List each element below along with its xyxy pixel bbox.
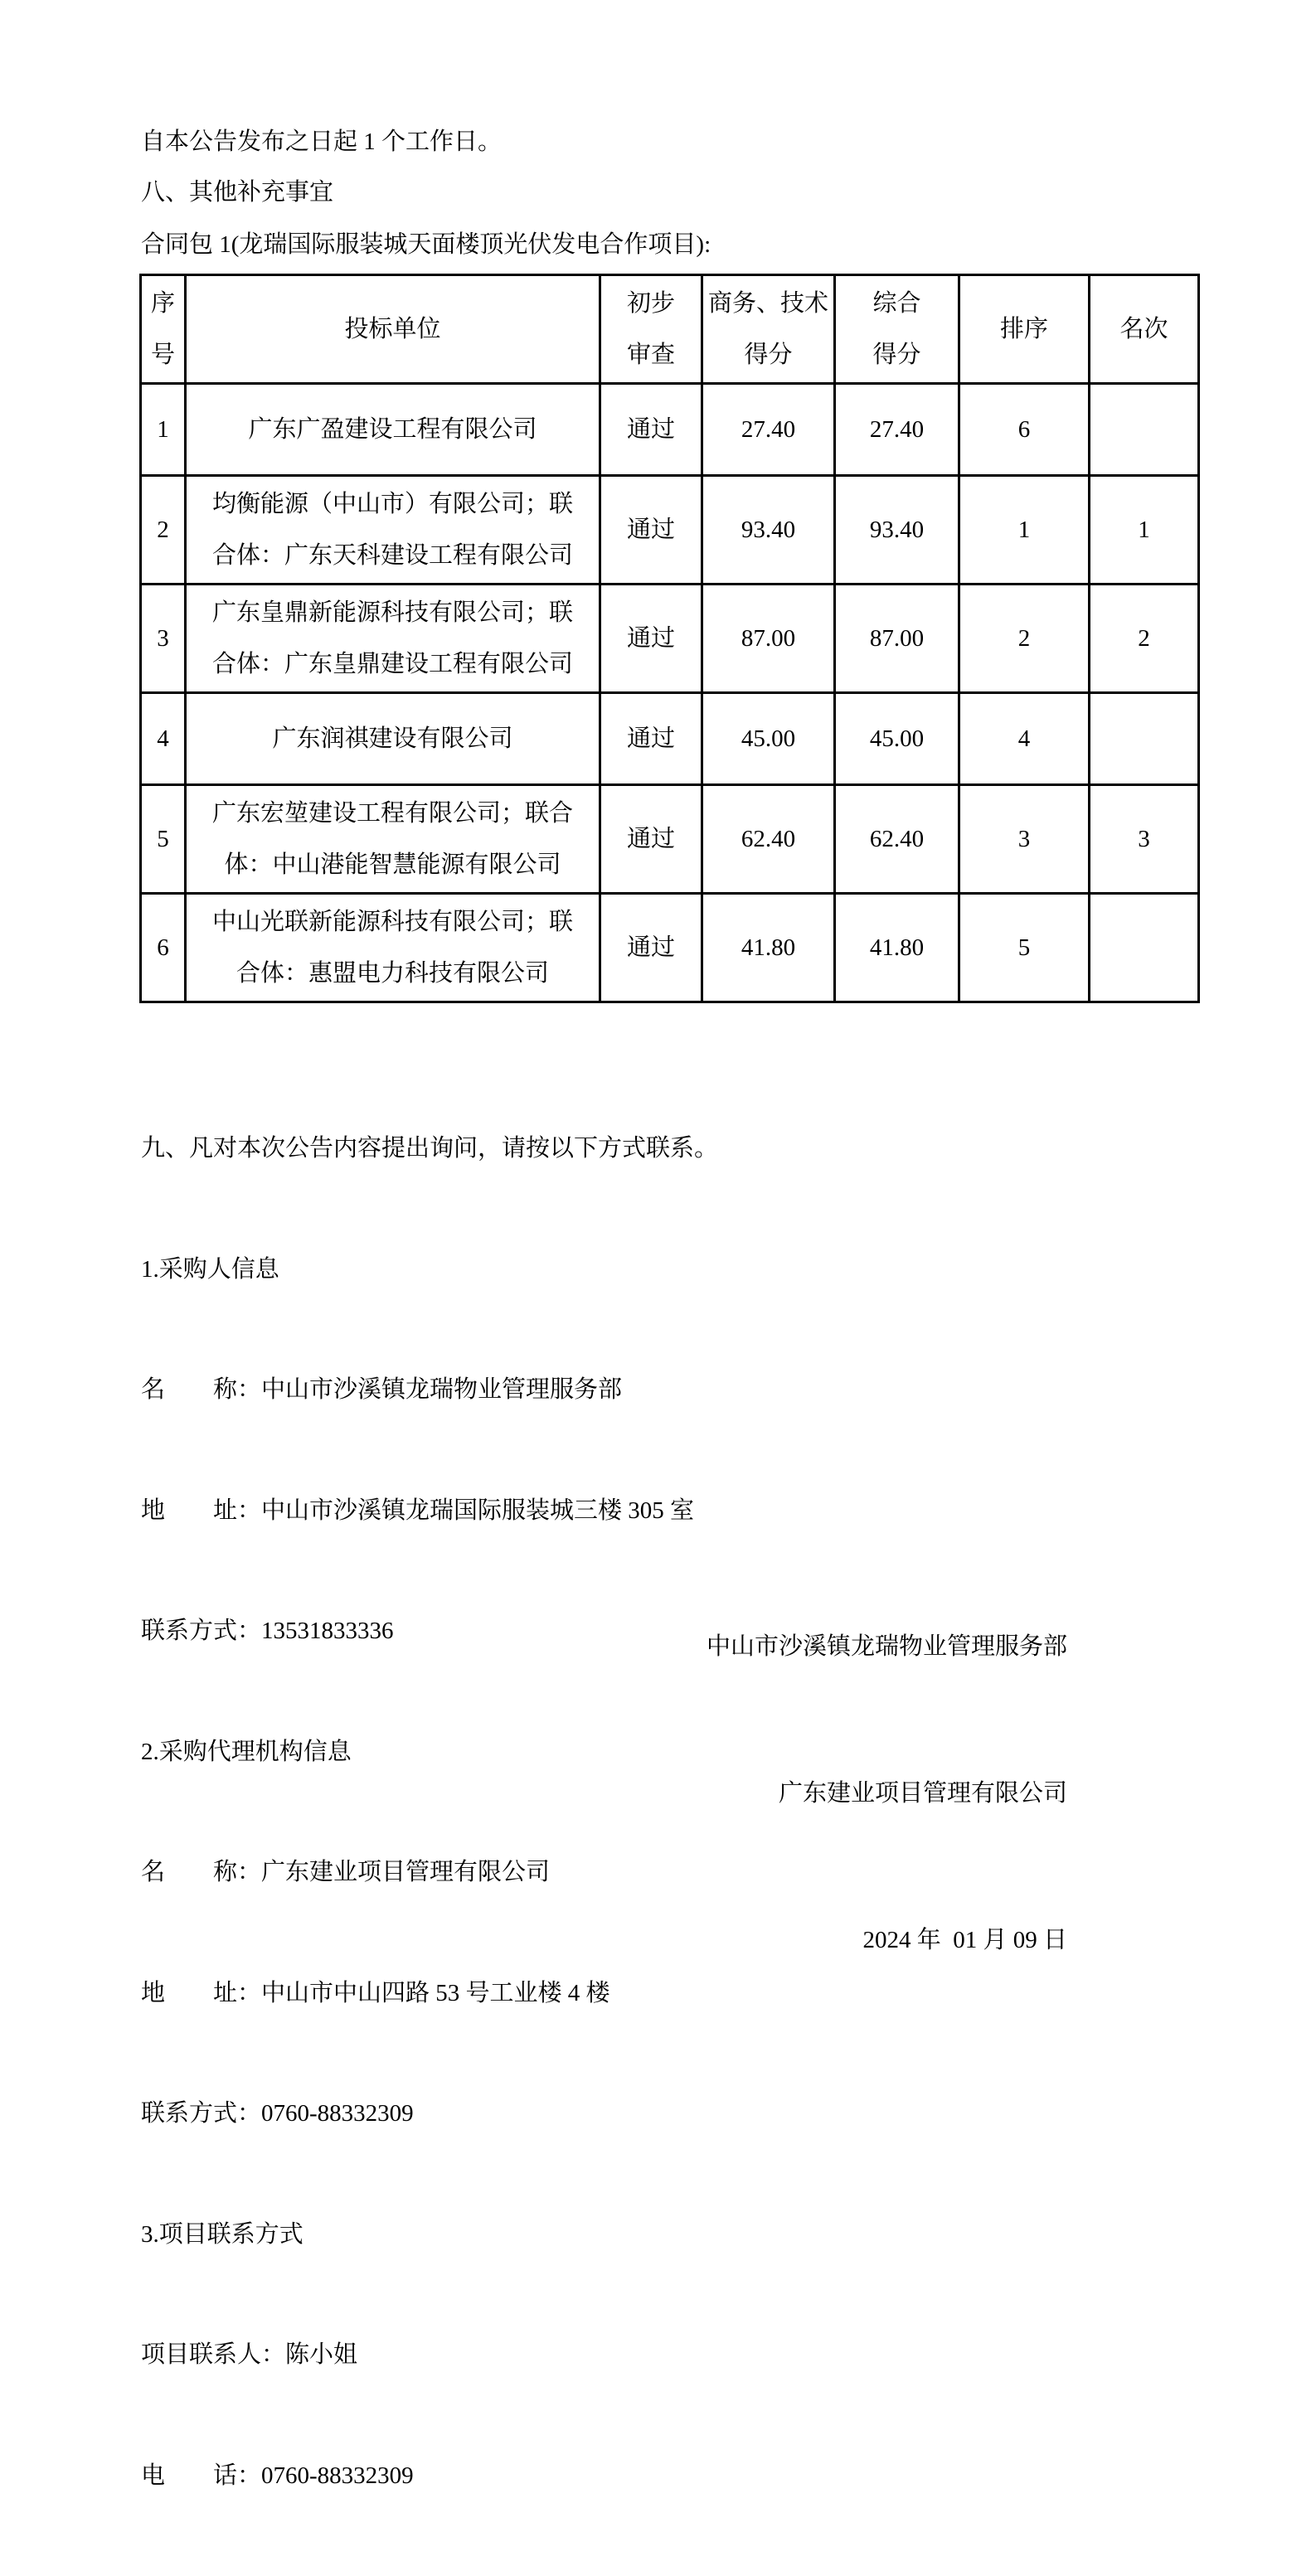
cell-seq: 2 — [141, 476, 186, 585]
project-phone-line: 电 话：0760-88332309 — [141, 2462, 414, 2489]
header-preliminary-review: 初步 审查 — [600, 275, 702, 384]
cell-place: 2 — [1090, 585, 1199, 693]
cell-review: 通过 — [600, 585, 702, 693]
cell-total_score: 87.00 — [835, 585, 959, 693]
table-row — [141, 785, 1199, 894]
table-row — [141, 693, 1199, 785]
purchaser-contact-line: 联系方式：13531833336 — [141, 1618, 394, 1644]
cell-place — [1090, 384, 1199, 476]
cell-bidder: 广东润祺建设有限公司 — [186, 693, 600, 785]
cell-seq: 4 — [141, 693, 186, 785]
cell-place: 1 — [1090, 476, 1199, 585]
cell-seq: 1 — [141, 384, 186, 476]
project-person-line: 项目联系人：陈小姐 — [141, 2341, 358, 2368]
cell-rank: 3 — [959, 785, 1090, 894]
signature-purchaser: 中山市沙溪镇龙瑞物业管理服务部 — [706, 1633, 1067, 1660]
cell-tech_score: 87.00 — [702, 585, 835, 693]
table-row — [141, 476, 1199, 585]
cell-total_score: 93.40 — [835, 476, 959, 585]
cell-tech_score: 45.00 — [702, 693, 835, 785]
cell-seq: 5 — [141, 785, 186, 894]
cell-review: 通过 — [600, 693, 702, 785]
header-place: 名次 — [1090, 275, 1199, 384]
signature-date: 2024 年 01 月 09 日 — [862, 1927, 1067, 1953]
cell-total_score: 62.40 — [835, 785, 959, 894]
cell-bidder: 广东广盈建设工程有限公司 — [186, 384, 600, 476]
cell-place — [1090, 894, 1199, 1002]
cell-rank: 2 — [959, 585, 1090, 693]
contact-section — [141, 1048, 718, 2576]
cell-place: 3 — [1090, 785, 1199, 894]
header-bidder: 投标单位 — [186, 275, 600, 384]
table-row — [141, 894, 1199, 1002]
cell-tech_score: 41.80 — [702, 894, 835, 1002]
cell-bidder: 均衡能源（中山市）有限公司；联合体：广东天科建设工程有限公司 — [186, 476, 600, 585]
cell-tech_score: 93.40 — [702, 476, 835, 585]
signature-agency: 广东建业项目管理有限公司 — [778, 1780, 1067, 1807]
cell-total_score: 41.80 — [835, 894, 959, 1002]
cell-rank: 5 — [959, 894, 1090, 1002]
agency-address-line: 地 址：中山市中山四路 53 号工业楼 4 楼 — [141, 1979, 610, 2006]
bid-table-header — [141, 275, 1199, 384]
cell-review: 通过 — [600, 785, 702, 894]
cell-bidder: 中山光联新能源科技有限公司；联合体：惠盟电力科技有限公司 — [186, 894, 600, 1002]
agency-name-line: 名 称：广东建业项目管理有限公司 — [141, 1859, 551, 1885]
agency-contact-line: 联系方式：0760-88332309 — [141, 2100, 414, 2127]
bid-results-table — [139, 274, 1200, 1003]
section-9-heading: 九、凡对本次公告内容提出询问，请按以下方式联系。 — [141, 1135, 719, 1162]
cell-rank: 6 — [959, 384, 1090, 476]
header-tech-score: 商务、技术 得分 — [702, 275, 835, 384]
cell-bidder: 广东皇鼎新能源科技有限公司；联合体：广东皇鼎建设工程有限公司 — [186, 585, 600, 693]
header-total-score: 综合 得分 — [835, 275, 959, 384]
intro-line: 自本公告发布之日起 1 个工作日。 — [141, 129, 503, 155]
cell-seq: 6 — [141, 894, 186, 1002]
header-seq: 序号 — [141, 275, 186, 384]
header-rank: 排序 — [959, 275, 1090, 384]
cell-review: 通过 — [600, 476, 702, 585]
cell-bidder: 广东宏堃建设工程有限公司；联合体：中山港能智慧能源有限公司 — [186, 785, 600, 894]
cell-tech_score: 27.40 — [702, 384, 835, 476]
purchaser-name-line: 名 称：中山市沙溪镇龙瑞物业管理服务部 — [141, 1376, 623, 1403]
header-row — [141, 275, 1199, 384]
purchaser-heading: 1.采购人信息 — [141, 1255, 279, 1283]
package-heading: 合同包 1(龙瑞国际服装城天面楼顶光伏发电合作项目): — [141, 231, 711, 258]
signature-block — [707, 1525, 1067, 2063]
cell-total_score: 27.40 — [835, 384, 959, 476]
project-heading: 3.项目联系方式 — [141, 2220, 304, 2248]
section-8-heading: 八、其他补充事宜 — [141, 179, 334, 206]
cell-tech_score: 62.40 — [702, 785, 835, 894]
agency-heading: 2.采购代理机构信息 — [141, 1738, 352, 1765]
cell-rank: 1 — [959, 476, 1090, 585]
cell-review: 通过 — [600, 384, 702, 476]
table-row — [141, 585, 1199, 693]
cell-rank: 4 — [959, 693, 1090, 785]
cell-seq: 3 — [141, 585, 186, 693]
cell-review: 通过 — [600, 894, 702, 1002]
cell-total_score: 45.00 — [835, 693, 959, 785]
bid-table-body — [141, 384, 1199, 1002]
purchaser-address-line: 地 址：中山市沙溪镇龙瑞国际服装城三楼 305 室 — [141, 1497, 695, 1524]
cell-place — [1090, 693, 1199, 785]
table-row — [141, 384, 1199, 476]
